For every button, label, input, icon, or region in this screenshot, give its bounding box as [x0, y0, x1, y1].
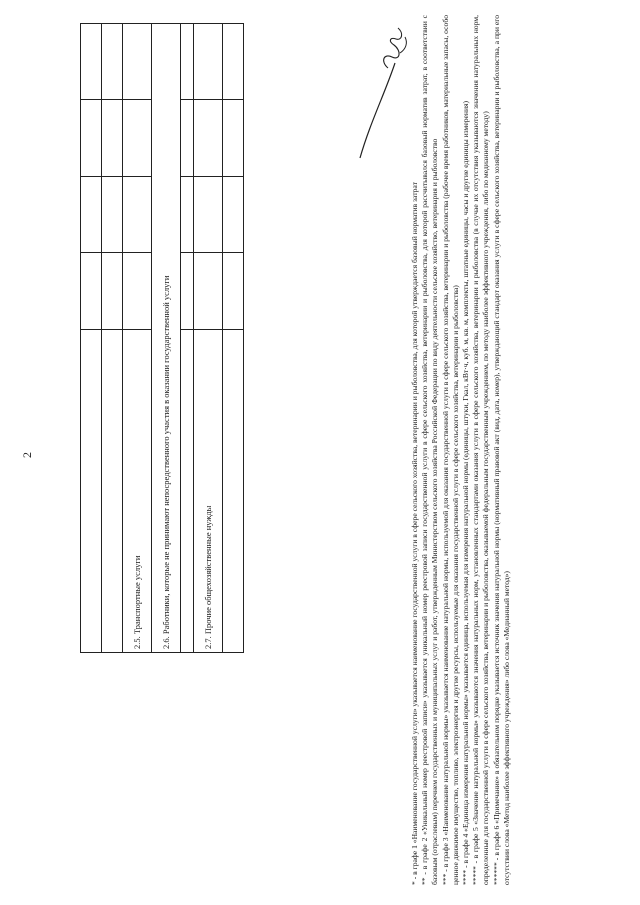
table-cell: [81, 176, 102, 252]
footnote-3: *** - в графе 3 «Наименование натуральной нормы» указывается наименование натуральной нормы, используемой для оказания государственной услуги в сфере сельского хозяйства, ветеринарии и рыболовства (рабочее время работников, материальные запасы, особо ценное движимое имущество, топливо, электроэнергия и другие ресурсы, используемые для оказания государственной услуги в сфере сельского хозяйства, ветеринарии и рыболовства): [440, 15, 460, 885]
footnote-5: ***** - в графе 5 «Значение натуральной нормы» указываются значения натуральных норм, установленных стандартами оказания услуги в сфере сельского хозяйства, ветеринарии и рыболовства (в случае их отсутствия указываются значения натуральных норм, определенные для государственной услуги в сфере сельского хозяйства, ветеринарии и рыболовства, оказываемой федеральным государственным учреждением, по методу наиболее эффективного учреждения, либо по медианному методу): [471, 15, 491, 885]
table-row: [123, 24, 152, 653]
signature-mark: [350, 23, 410, 163]
table-cell: [194, 24, 223, 101]
table-cell: [181, 253, 194, 329]
rotated-content: [20, 13, 620, 893]
table-row: [152, 24, 181, 653]
table-cell: [81, 253, 102, 329]
table-cell: [81, 329, 102, 652]
table-cell: [194, 100, 223, 176]
table-row: [194, 24, 223, 653]
footnote-1: * - в графе 1 «Наименование государственной услуги» указывается наименование государственной услуги в сфере сельского хозяйства, ветеринарии и рыболовства, для которой утверждается базовый норматив затрат: [410, 182, 419, 885]
footnote-6: ****** - в графе 6 «Примечание» в обязательном порядке указывается источник значения натуральной нормы (нормативный правовой акт (вид, дата, номер), утверждающий стандарт оказания услуги в сфере сельского хозяйства, ветеринарии и рыболовства, а при его отсутствии слова «Метод наиболее эффективного учреждения» либо слова «Медианный метод»): [491, 15, 511, 885]
table-cell: [81, 100, 102, 176]
table-cell: [181, 24, 194, 101]
table-row: [102, 24, 123, 653]
table-cell: [194, 253, 223, 329]
row-label-other-needs: 2.7. Прочие общехозяйственные нужды: [194, 329, 223, 652]
norms-table: [80, 23, 244, 653]
table-cell: [223, 24, 244, 101]
table-cell: [223, 253, 244, 329]
table-cell: [194, 176, 223, 252]
table-cell: [181, 329, 194, 652]
table-cell: [102, 100, 123, 176]
table-cell: [123, 253, 152, 329]
row-label-workers: 2.6. Работники, которые не принимают непосредственного участия в оказании государственной услуги: [152, 24, 181, 653]
table-row: [181, 24, 194, 653]
table-cell: [123, 100, 152, 176]
table-cell: [181, 100, 194, 176]
table-row: [81, 24, 102, 653]
page-number: 2: [20, 452, 34, 458]
table-cell: [123, 24, 152, 101]
footnotes: [410, 15, 512, 885]
table-row: [223, 24, 244, 653]
table-cell: [223, 329, 244, 652]
table-cell: [223, 100, 244, 176]
table-cell: [223, 176, 244, 252]
table-cell: [102, 176, 123, 252]
table-cell: [102, 329, 123, 652]
footnote-2: ** - в графе 2 «Уникальный номер реестровой записи» указывается уникальный номер реестровой записи государственной услуги в сфере сельского хозяйства, ветеринарии и рыболовства, для которой рассчитывался базовый норматив затрат, в соответствии с базовым (отраслевым) перечнем государственных и муниципальных услуг и работ, утвержденным Министерством сельского хозяйства Российской Федерации по виду деятельности сельское хозяйство, ветеринария и рыболовство: [420, 15, 440, 885]
row-label-transport: 2.5. Транспортные услуги: [123, 329, 152, 652]
table-cell: [123, 176, 152, 252]
table-cell: [181, 176, 194, 252]
table-cell: [102, 253, 123, 329]
table-cell: [102, 24, 123, 101]
footnote-4: **** - в графе 4 «Единица измерения натуральной нормы» указывается единица, используемая для измерения натуральной нормы (единицы, штуки, Гкал, кВт·ч, куб. м, кв. м, комплекты, штатные единицы, часы и другие единицы измерения): [461, 100, 471, 885]
table-cell: [81, 24, 102, 101]
